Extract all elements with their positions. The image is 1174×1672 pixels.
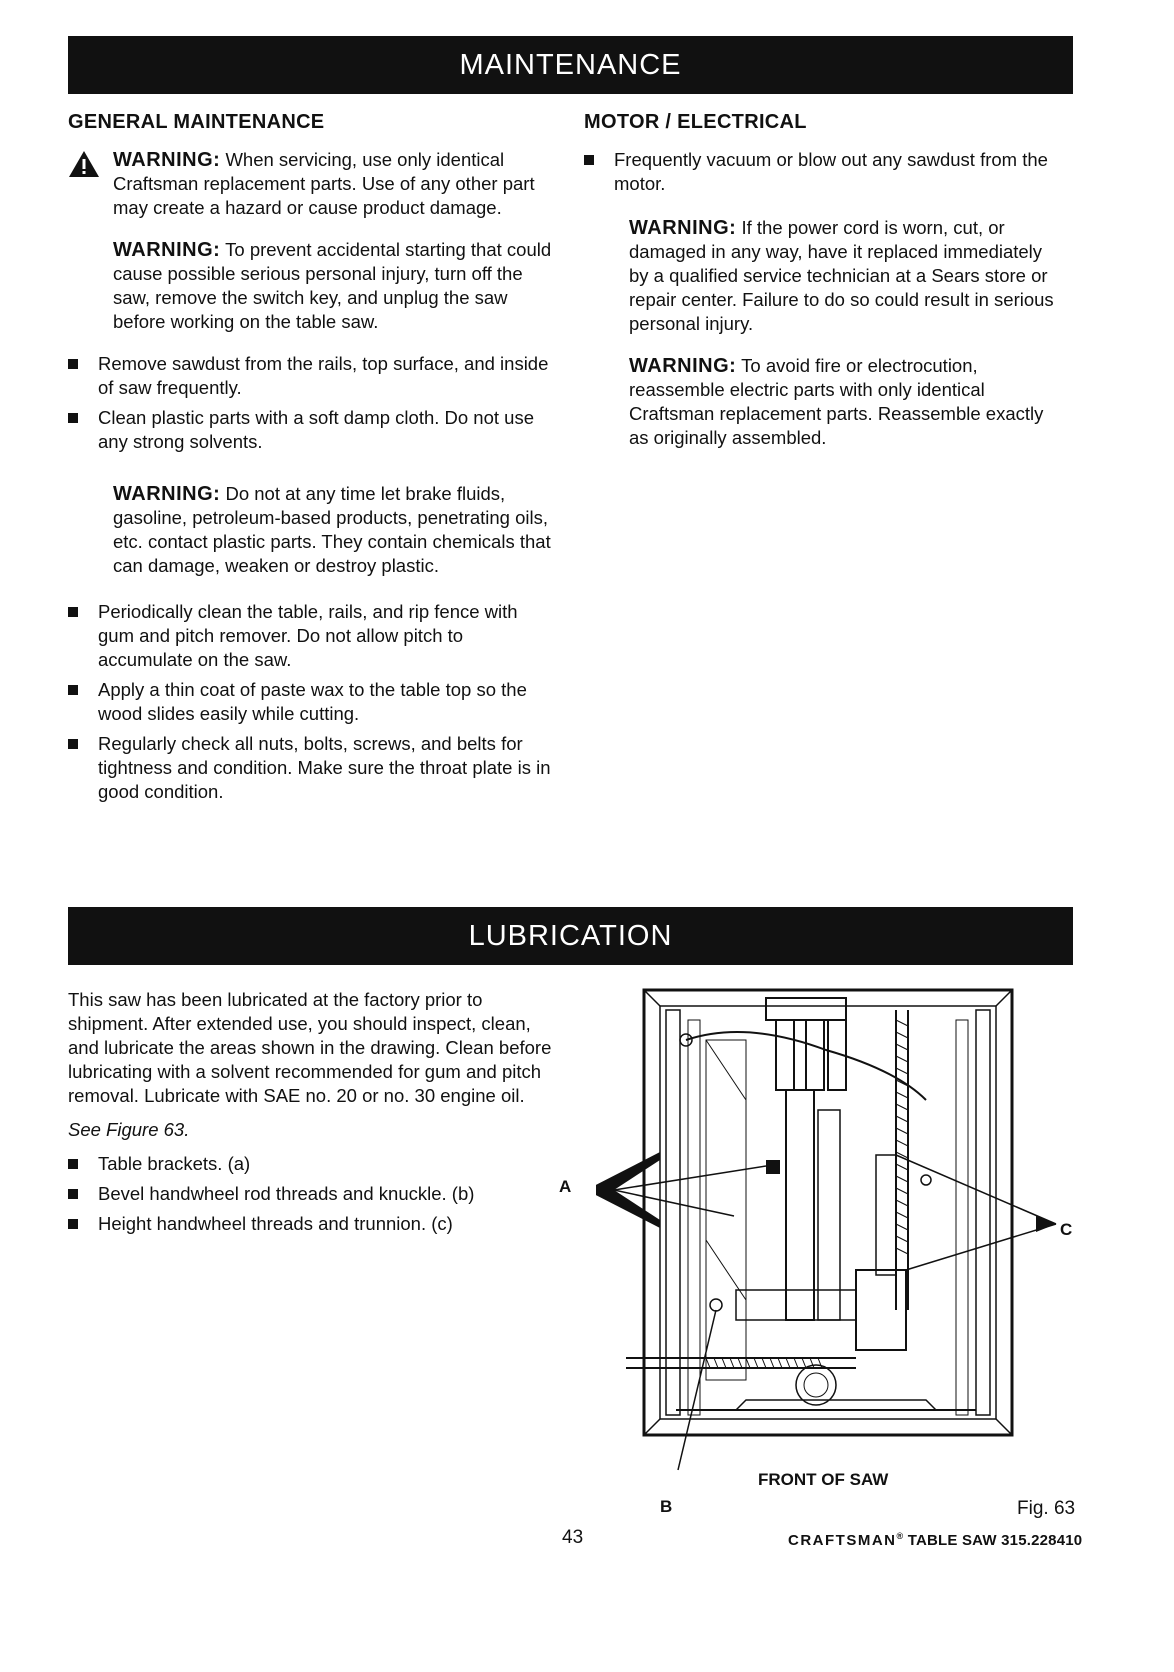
list-item: Regularly check all nuts, bolts, screws, and belts for tightness and condition. Make sure the throat plate is in good condition. [68, 732, 558, 804]
figure-number: Fig. 63 [1017, 1498, 1076, 1519]
warning-label: WARNING: [113, 483, 221, 505]
warning-text: To prevent accidental starting that could cause possible serious personal injury, turn off the saw, remove the switch key, and unplug the saw before working on the table saw. [113, 239, 552, 332]
motor-electrical-section [584, 110, 1059, 468]
motor-electrical-heading: MOTOR / ELECTRICAL [584, 111, 807, 133]
figure-caption: FRONT OF SAW [758, 1470, 889, 1489]
motor-bullets [584, 148, 1059, 196]
figure-63-drawing [596, 980, 1080, 1505]
list-item: Periodically clean the table, rails, and rip fence with gum and pitch remover. Do not allow pitch to accumulate on the saw. [68, 600, 558, 672]
maintenance-bullets-1 [68, 352, 558, 454]
list-item: Table brackets. (a) [68, 1152, 558, 1176]
list-item: Clean plastic parts with a soft damp cloth. Do not use any strong solvents. [68, 406, 558, 454]
warning-label: WARNING: [629, 355, 737, 377]
warning-label: WARNING: [113, 239, 221, 261]
warning-accidental-start [113, 238, 558, 334]
list-item: Frequently vacuum or blow out any sawdust from the motor. [584, 148, 1059, 196]
list-item: Bevel handwheel rod threads and knuckle. (b) [68, 1182, 558, 1206]
warning-triangle-icon [68, 150, 100, 178]
page-number: 43 [562, 1527, 584, 1548]
footer-model [788, 1531, 1082, 1549]
model-number: TABLE SAW 315.228410 [907, 1532, 1083, 1549]
warning-label: WARNING: [629, 217, 737, 239]
warning-replacement-parts [113, 148, 558, 220]
maintenance-bullets-2 [68, 600, 558, 804]
general-maintenance-section [68, 110, 558, 822]
general-maintenance-heading: GENERAL MAINTENANCE [68, 111, 325, 133]
warning-power-cord [629, 216, 1059, 336]
figure-label-b: B [660, 1497, 673, 1516]
warning-electrocution [629, 354, 1059, 450]
figure-label-c: C [1060, 1220, 1073, 1239]
list-item: Apply a thin coat of paste wax to the table top so the wood slides easily while cutting. [68, 678, 558, 726]
lubrication-section [68, 988, 558, 1254]
warning-chemicals [113, 482, 558, 578]
maintenance-banner [68, 36, 1073, 94]
list-item: Height handwheel threads and trunnion. (c) [68, 1212, 558, 1236]
maintenance-title: MAINTENANCE [459, 48, 682, 81]
warning-text: When servicing, use only identical Craftsman replacement parts. Use of any other part may create a hazard or cause product damage. [113, 149, 535, 218]
craftsman-logo: CRAFTSMAN [788, 1532, 897, 1549]
warning-text: Do not at any time let brake fluids, gasoline, petroleum-based products, penetrating oils, etc. contact plastic parts. They contain chemicals that can damage, weaken or destroy plastic. [113, 483, 551, 576]
figure-label-a: A [559, 1177, 572, 1196]
registered-mark: ® [896, 1531, 904, 1541]
warning-text: To avoid fire or electrocution, reassemble electric parts with only identical Craftsman replacement parts. Reassemble exactly as originally assembled. [629, 355, 1044, 448]
lubrication-intro: This saw has been lubricated at the factory prior to shipment. After extended use, you should inspect, clean, and lubricate the areas shown in the drawing. Clean before lubricating with a solvent recommended for gum and pitch removal. Lubricate with SAE no. 20 or no. 30 engine oil. [68, 989, 552, 1106]
lubrication-bullets [68, 1152, 558, 1236]
warning-label: WARNING: [113, 149, 221, 171]
lubrication-banner [68, 907, 1073, 965]
warning-text: If the power cord is worn, cut, or damaged in any way, have it replaced immediately by a qualified service technician at a Sears store or repair center. Failure to do so could result in serious personal injury. [629, 217, 1054, 334]
see-figure-reference: See Figure 63. [68, 1119, 190, 1140]
lubrication-title: LUBRICATION [468, 919, 673, 952]
list-item: Remove sawdust from the rails, top surface, and inside of saw frequently. [68, 352, 558, 400]
